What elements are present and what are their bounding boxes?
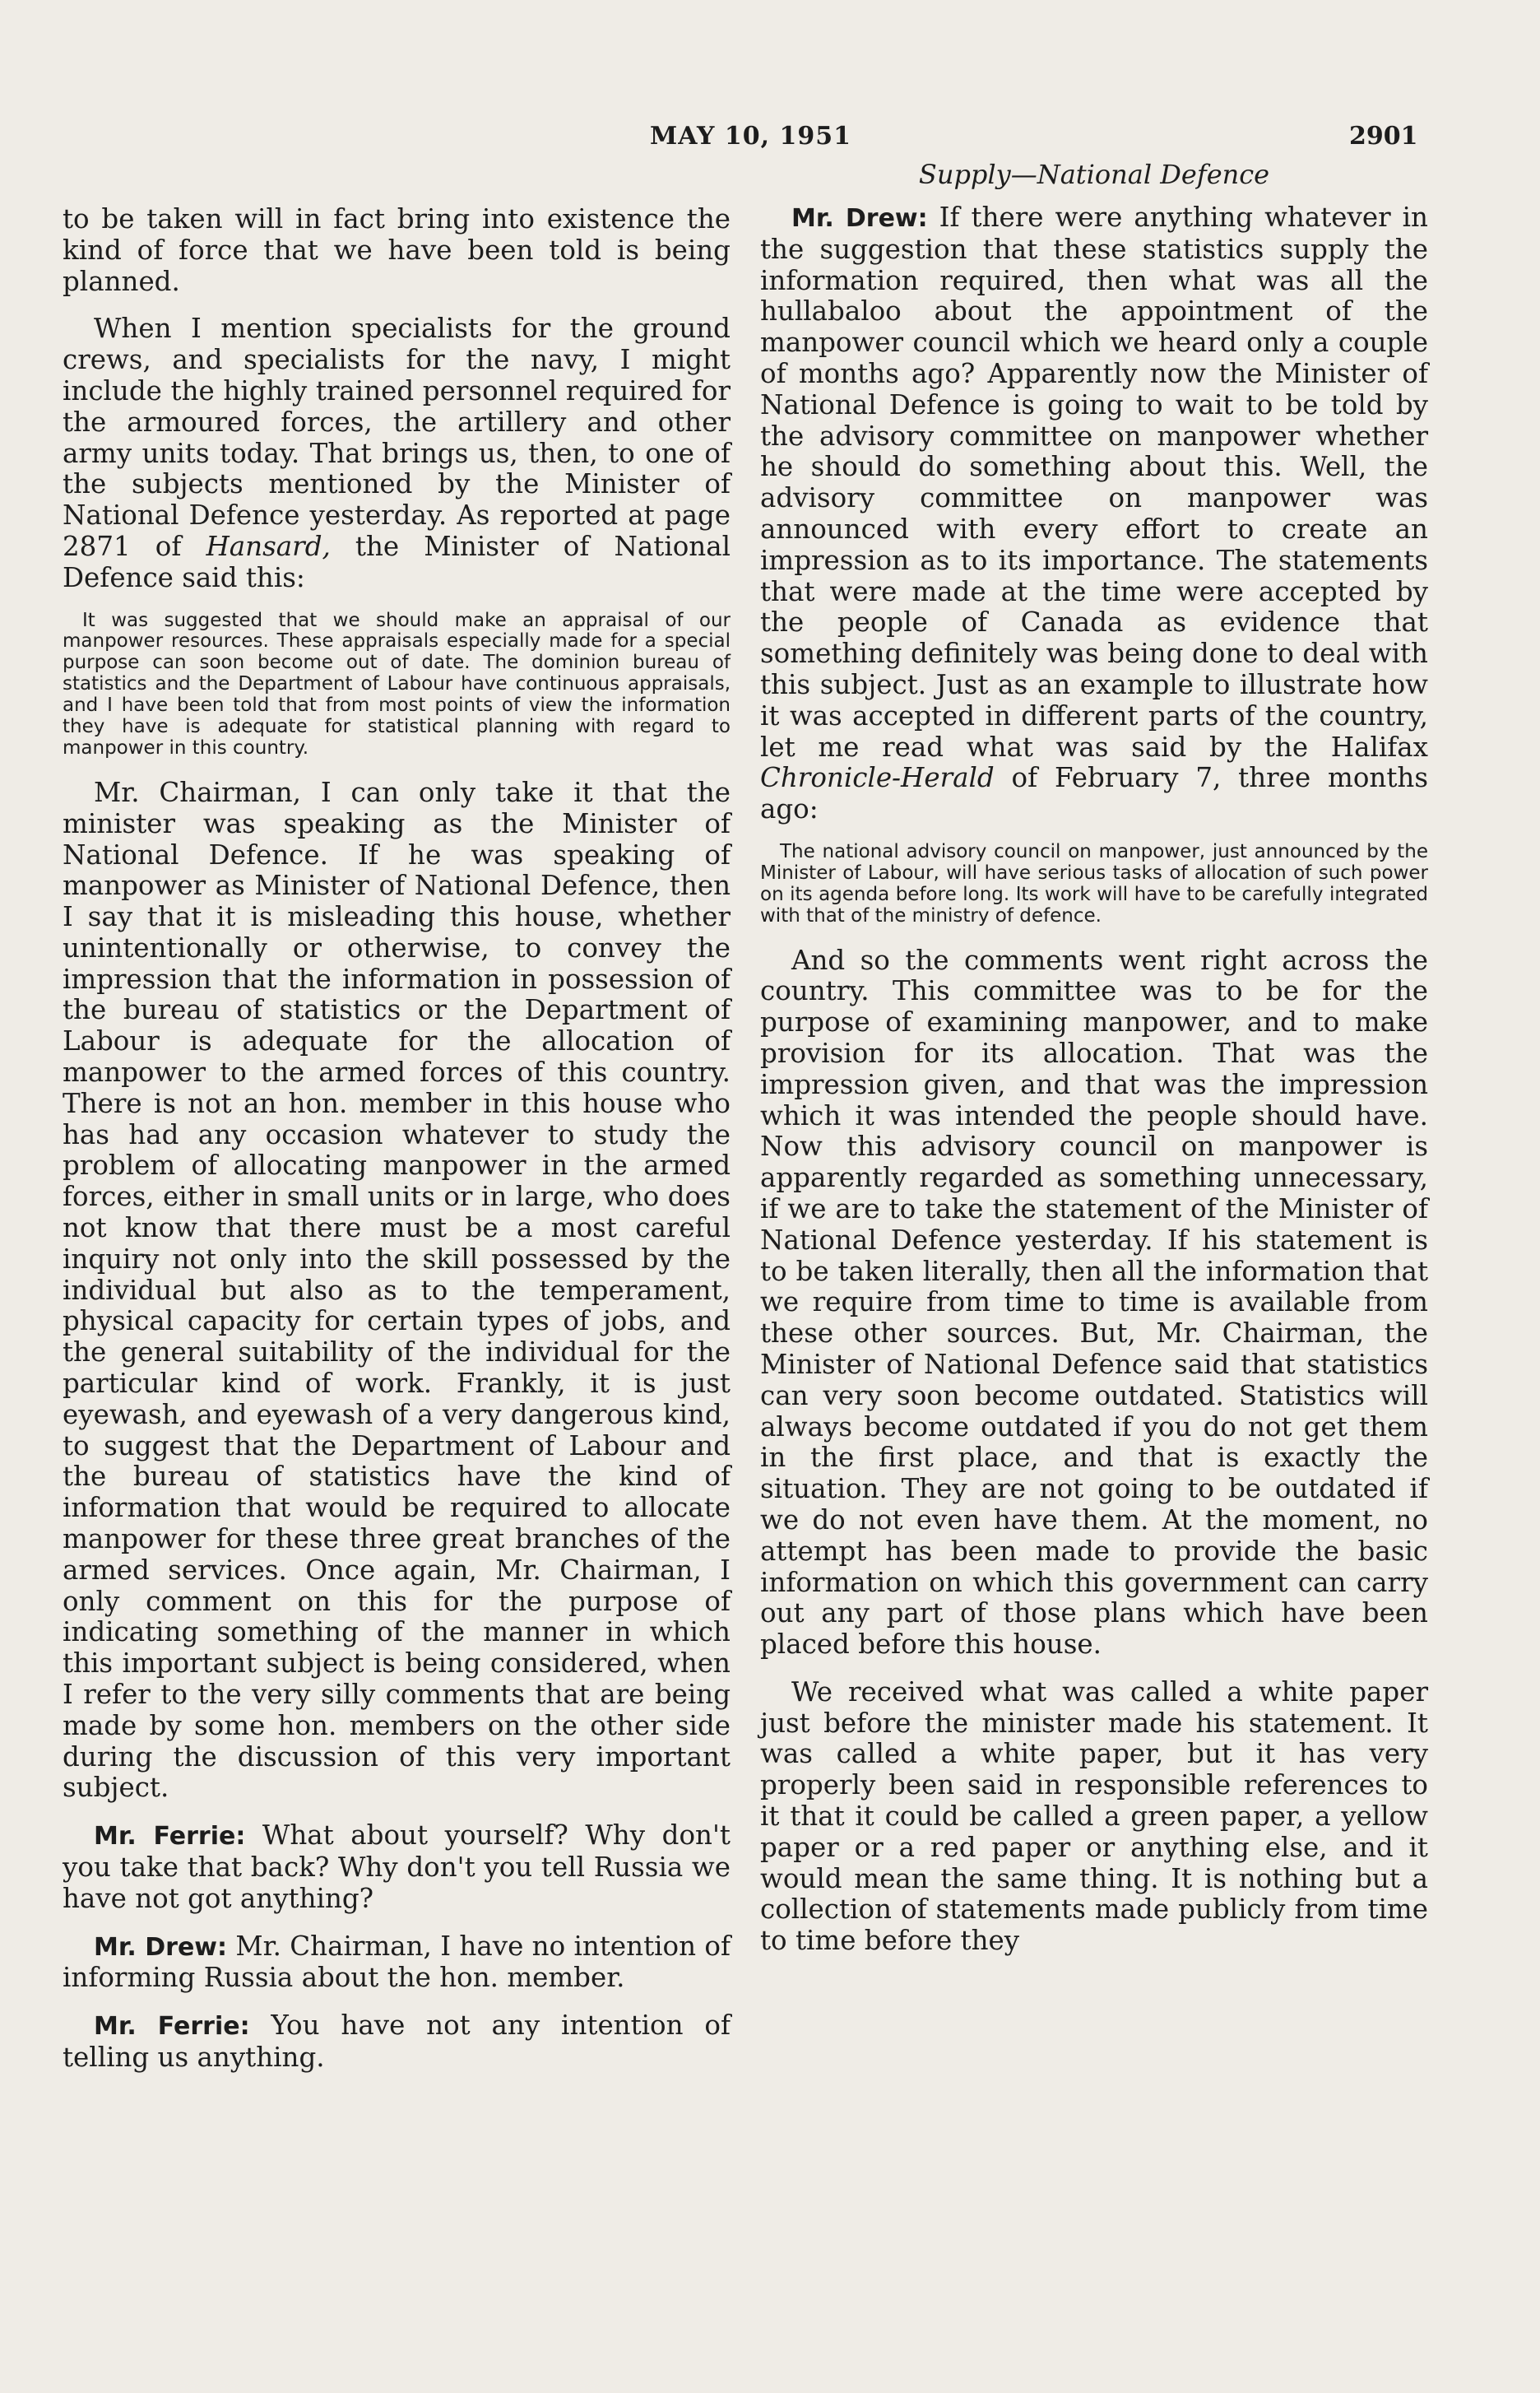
newspaper-title: Chronicle-Herald: [760, 762, 995, 794]
speaker-name: Mr. Ferrie:: [94, 2012, 250, 2042]
speech-text: You have not any intention of telling us anything.: [63, 2010, 731, 2073]
speech-text: If there were anything whatever in the suggestion that these statistics supply the information required, then what was all the hullabaloo about the appointment of the manpower council which we heard only a couple of months ago? Apparently now the Minister of National Defence is going to wait to be told by the advisory committee on manpower whether he should do something about this. Well, the advisory committee on manpower was announced with every effort to create an impression as to its importance. The statements that were made at the time were accepted by the people of Canada as evidence that something definitely was being done to deal with this subject. Just as an example to illustrate how it was accepted in different parts of the country, let me read what was said by the Halifax: [760, 202, 1428, 763]
speech-text: Mr. Chairman, I have no intention of informing Russia about the hon. member.: [63, 1930, 731, 1994]
paragraph-continuation: to be taken will in fact bring into existence the kind of force that we have been told is being planned.: [63, 203, 731, 297]
paragraph-comments: And so the comments went right across the country. This committee was to be for the purpose of examining manpower, and to make provision for its allocation. That was the impression given, and that was the impression which it was intended the people should have. Now this advisory council on manpower is apparently regarded as something unnecessary, if we are to take the statement of the Minister of National Defence yesterday. If his statement is to be taken literally, then all the information that we require from time to time is available from these other sources. But, Mr. Chairman, the Minister of National Defence said that statistics can very soon become outdated. Statistics will always become outdated if you do not get them in the first place, and that is exactly the situation. They are not going to be outdated if we do not even have them. At the moment, no attempt has been made to provide the basic information on which this government can carry out any part of those plans which have been placed before this house.: [760, 944, 1428, 1661]
paragraph-specialists: [63, 314, 731, 593]
left-column: [63, 204, 731, 2090]
hansard-title: Hansard,: [206, 530, 331, 562]
text-run: When I mention specialists for the ground crews, and specialists for the navy, I might include the highly trained personnel required for the armoured forces, the artillery and other army units today. That brings us, then, to one of the subjects mentioned by the Minister of National Defence yesterday. As reported at page 2871 of: [63, 313, 731, 562]
page-number: 2901: [1349, 122, 1418, 151]
speech-text: What about yourself? Why don't you take that back? Why don't you tell Russia we have not got anything?: [63, 1819, 731, 1914]
paragraph-white-paper: We received what was called a white paper just before the minister made his statement. It was called a white paper, but it has very properly been said in responsible references to it that it could be called a green paper, a yellow paper or a red paper or anything else, and it would mean the same thing. It is nothing but a collection of statements made publicly from time to time before they: [760, 1675, 1428, 1957]
reply-drew: [63, 1931, 731, 1995]
paragraph-chairman: Mr. Chairman, I can only take it that the minister was speaking as the Minister of National Defence. If he was speaking of manpower as Minister of National Defence, then I say that it is misleading this house, whether unintentionally or otherwise, to convey the impression that the information in possession of the bureau of statistics or the Department of Labour is adequate for the allocation of manpower to the armed forces of this country. There is not an hon. member in this house who has had any occasion whatever to study the problem of allocating manpower in the armed forces, either in small units or in large, who does not know that there must be a most careful inquiry not only into the skill possessed by the individual but also as to the temperament, physical capacity for certain types of jobs, and the general suitability of the individual for the particular kind of work. Frankly, it is just eyewash, and eyewash of a very dangerous kind, to suggest that the Department of Labour and the bureau of statistics have the kind of information that would be required to allocate manpower for these three great branches of the armed services. Once again, Mr. Chairman, I only comment on this for the purpose of indicating something of the manner in which this important subject is being considered, when I refer to the very silly comments that are being made by some hon. members on the other side during the discussion of this very important subject.: [63, 776, 731, 1804]
interjection-ferrie-2: [63, 2010, 731, 2074]
interjection-ferrie: [63, 1820, 731, 1914]
section-title: Supply—National Defence: [918, 159, 1270, 190]
quotation-minister: It was suggested that we should make an appraisal of our manpower resources. These appraisals especially made for a special purpose can soon become out of date. The dominion bureau of statistics and the Department of Labour have continuous appraisals, and I have been told that from most points of view the information they have is adequate for statistical planning with regard to manpower in this country.: [63, 609, 731, 759]
quotation-newspaper: The national advisory council on manpower, just announced by the Minister of Labour, will have serious tasks of allocation of such power on its agenda before long. Its work will have to be carefully integrated with that of the ministry of defence.: [760, 840, 1428, 927]
speaker-name: Mr. Drew:: [791, 204, 928, 233]
speech-text: of February 7, three months ago:: [760, 762, 1428, 825]
page-date: MAY 10, 1951: [650, 122, 851, 151]
text-run: the Minister of National Defence said this:: [63, 530, 731, 593]
right-column: [760, 158, 1428, 1973]
speaker-name: Mr. Drew:: [94, 1932, 227, 1962]
speech-drew: [760, 202, 1428, 825]
speaker-name: Mr. Ferrie:: [94, 1822, 246, 1852]
